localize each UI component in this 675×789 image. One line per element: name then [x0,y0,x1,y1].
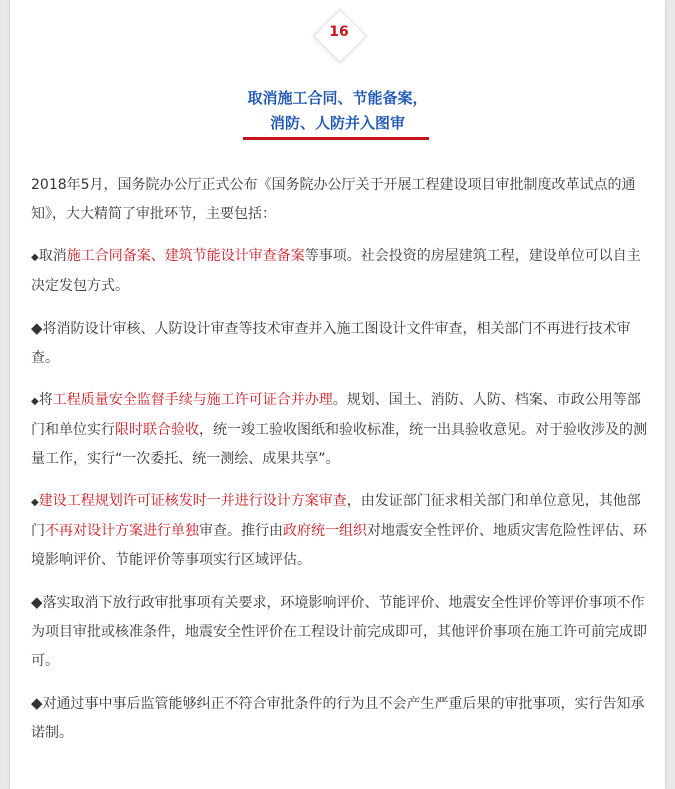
highlight-text: 施工合同备案、建筑节能设计审查备案 [66,248,305,264]
section-heading-line-1: 取消施工合同、节能备案， [247,89,428,107]
list-item: ◆落实取消下放行政审批事项有关要求，环境影响评价、节能评价、地震安全性评价等评价事项不作为项目审批或核准条件，地震安全性评价在工程设计前完成即可，其他评价事项在施工许可前完成即可。 [31,593,647,669]
intro-paragraph: 2018年5月，国务院办公厅正式公布《国务院办公厅关于开展工程建设项目审批制度改革试点的通知》，大大精简了审批环节，主要包括： [31,177,636,222]
diamond-bullet-icon: ◆ [31,497,39,508]
article-body [31,171,653,761]
list-item: ◆取消施工合同备案、建筑节能设计审查备案等事项。社会投资的房屋建筑工程，建设单位可以自主决定发包方式。 [31,248,641,294]
list-item: ◆将消防设计审核、人防设计审查等技术审查并入施工图设计文件审查，相关部门不再进行技术审查。 [31,319,631,366]
highlight-text: 限时联合验收 [115,422,199,438]
section-number: 16 [329,24,349,40]
list-item: ◆对通过事中事后监管能够纠正不符合审批条件的行为且不会产生严重后果的审批事项，实行告知承诺制。 [31,694,645,741]
highlight-text: 政府统一组织 [283,523,367,539]
list-item: ◆将工程质量安全监督手续与施工许可证合并办理。规划、国土、消防、人防、档案、市政公用等部门和单位实行限时联合验收，统一竣工验收图纸和验收标准，统一出具验收意见。对于验收涉及的测量工作，实行“一次委托、统一测绘、成果共享”。 [31,392,647,467]
section-heading-line-2: 消防、人防并入图审 [269,114,405,132]
highlight-text: 建设工程规划许可证核发时一并进行设计方案审查 [38,493,347,509]
diamond-bullet-icon: ◆ [31,396,39,407]
section-number-badge [314,10,364,60]
diamond-bullet-icon: ◆ [31,319,43,337]
diamond-bullet-icon: ◆ [31,694,43,712]
heading-underline [243,137,429,140]
article-page [10,0,665,789]
diamond-bullet-icon: ◆ [31,252,39,263]
highlight-text: 工程质量安全监督手续与施工许可证合并办理 [52,392,333,408]
list-item: ◆建设工程规划许可证核发时一并进行设计方案审查，由发证部门征求相关部门和单位意见，其他部门不再对设计方案进行单独审查。推行由政府统一组织对地震安全性评价、地质灾害危险性评估、环境影响评价、节能评价等事项实行区域评估。 [31,493,647,568]
highlight-text: 不再对设计方案进行单独 [45,523,199,539]
diamond-bullet-icon: ◆ [31,593,43,611]
